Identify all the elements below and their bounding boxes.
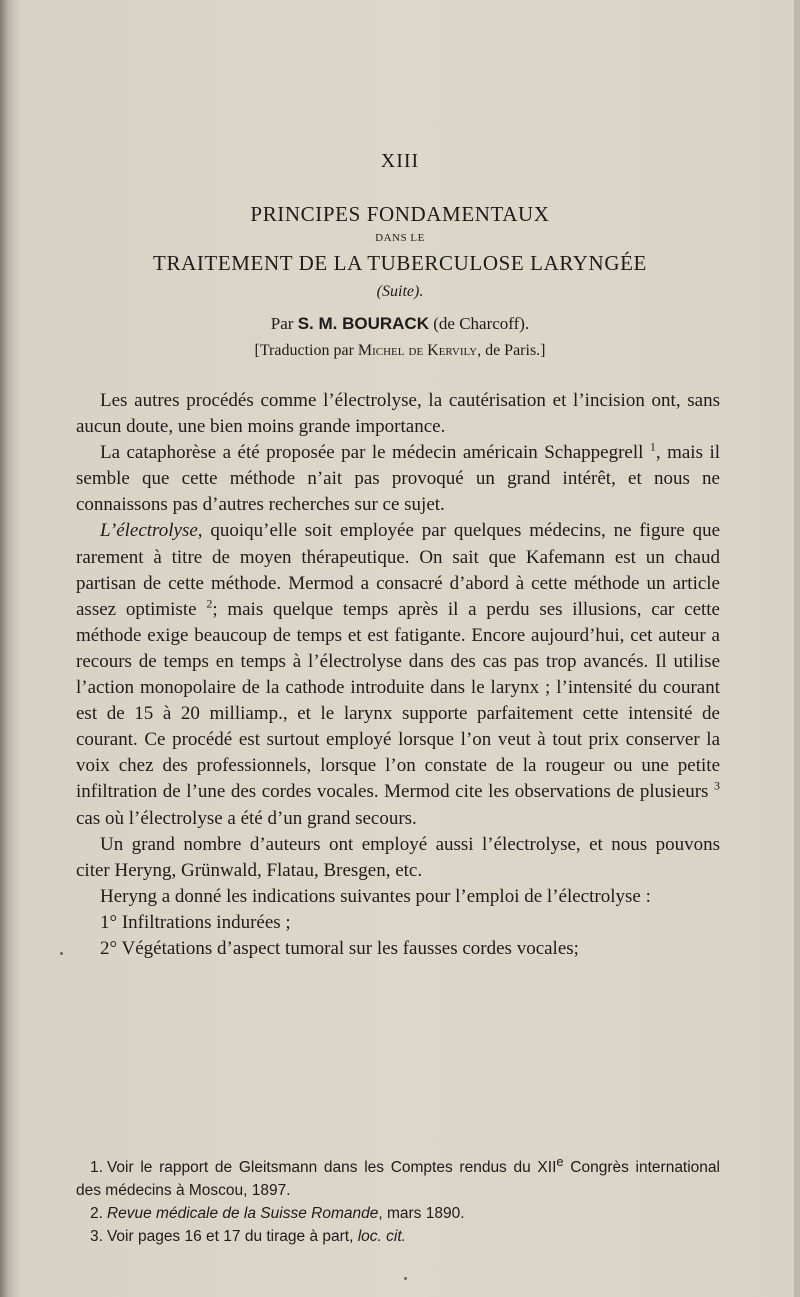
translator-name: Michel de Kervily	[357, 342, 478, 359]
article-title-connector: DANS LE	[375, 232, 425, 244]
footnote-3-number: 3.	[90, 1228, 103, 1246]
footnote-2-journal: Revue médicale de la Suisse Romande	[106, 1205, 379, 1223]
footnote-ref-1: 1	[649, 439, 656, 454]
chapter-number: XIII	[380, 150, 420, 172]
translation-prefix: [Traduction par	[254, 342, 354, 359]
paragraph-3-text-b: ; mais quelque temps après il a perdu ses illusions, car cette méthode exige beaucoup de temps et est fatigante. Encore aujourd’hui, cet auteur a recours de temps en temps à l’électrolyse dans des cas pas trop avancés. Il utilise l’action monopolaire de la cathode introduite dans le larynx ; l’intensité du courant est de 15 à 20 milliamp., et le larynx supporte parfaitement cette intensité de courant. Ce procédé est surtout employé lorsque l’on veut à tout prix conserver la voix chez des professionnels, lorsque l’on constate de la rougeur ou une petite infiltration de l’une des cordes vocales. Mermod cite les observations de plusieurs	[76, 598, 720, 803]
footnote-1	[76, 1150, 720, 1202]
footnote-3-ref: loc. cit.	[357, 1228, 406, 1246]
article-title-line-2: TRAITEMENT DE LA TUBERCULOSE LARYNGÉE	[153, 251, 647, 275]
continuation-note: (Suite).	[376, 283, 424, 300]
paper-spot	[60, 952, 63, 955]
author-origin: (de Charcoff).	[433, 314, 530, 333]
paper-spot	[404, 1277, 407, 1280]
footnote-1-text-b: Congrès international des médecins à Moscou, 1897.	[76, 1159, 720, 1200]
footnote-ref-3: 3	[714, 779, 721, 794]
paragraph-2-text-a: La cataphorèse a été proposée par le médecin américain Schappegrell	[100, 442, 644, 464]
translation-suffix: , de Paris.]	[477, 342, 546, 359]
byline-prefix: Par	[270, 314, 294, 333]
footnote-2-number: 2.	[90, 1205, 103, 1223]
electrolyse-term: L’électrolyse	[100, 520, 198, 542]
paragraph-5: Heryng a donné les indications suivantes pour l’emploi de l’électrolyse :	[100, 885, 651, 907]
page-edge	[794, 0, 800, 1297]
footnote-ref-2: 2	[206, 596, 213, 611]
paragraph-3-text-c: cas où l’électrolyse a été d’un grand secours.	[76, 807, 417, 829]
author-name: S. M. BOURACK	[297, 314, 429, 333]
article-body	[76, 388, 720, 962]
paragraph-3	[76, 518, 720, 831]
paragraph-4: Un grand nombre d’auteurs ont employé aussi l’électrolyse, et nous pouvons citer Heryng, Grünwald, Flatau, Bresgen, etc.	[76, 833, 720, 881]
footnote-1-sup: e	[556, 1154, 564, 1169]
byline	[0, 314, 800, 334]
paragraph-2-text-b: , mais il semble que cette méthode n’ait pas provoqué un grand intérêt, et nous ne connaissons pas d’autres recherches sur ce sujet.	[76, 442, 721, 516]
footnotes	[76, 1150, 720, 1248]
article-title-line-1: PRINCIPES FONDAMENTAUX	[250, 202, 550, 226]
footnote-3-text: Voir pages 16 et 17 du tirage à part,	[106, 1228, 354, 1246]
paragraph-2	[76, 440, 720, 518]
paragraph-3-text-a: , quoiqu’elle soit employée par quelques médecins, ne figure que rarement à titre de moyen thérapeutique. On sait que Kafemann est un chaud partisan de cette méthode. Mermod a consacré d’abord à cette méthode un article assez optimiste	[76, 520, 720, 620]
footnote-2	[76, 1202, 720, 1225]
paragraph-1: Les autres procédés comme l’électrolyse, la cautérisation et l’incision ont, sans aucun doute, une bien moins grande importance.	[76, 390, 720, 438]
indication-item-2: 2° Végétations d’aspect tumoral sur les fausses cordes vocales;	[100, 937, 579, 959]
footnote-2-text: , mars 1890.	[378, 1205, 465, 1223]
translation-credit	[0, 342, 800, 360]
footnote-1-number: 1.	[90, 1159, 103, 1177]
indication-item-1: 1° Infiltrations indurées ;	[100, 911, 291, 933]
footnote-3	[76, 1225, 720, 1248]
footnote-1-text-a: Voir le rapport de Gleitsmann dans les Comptes rendus du XII	[106, 1159, 557, 1177]
